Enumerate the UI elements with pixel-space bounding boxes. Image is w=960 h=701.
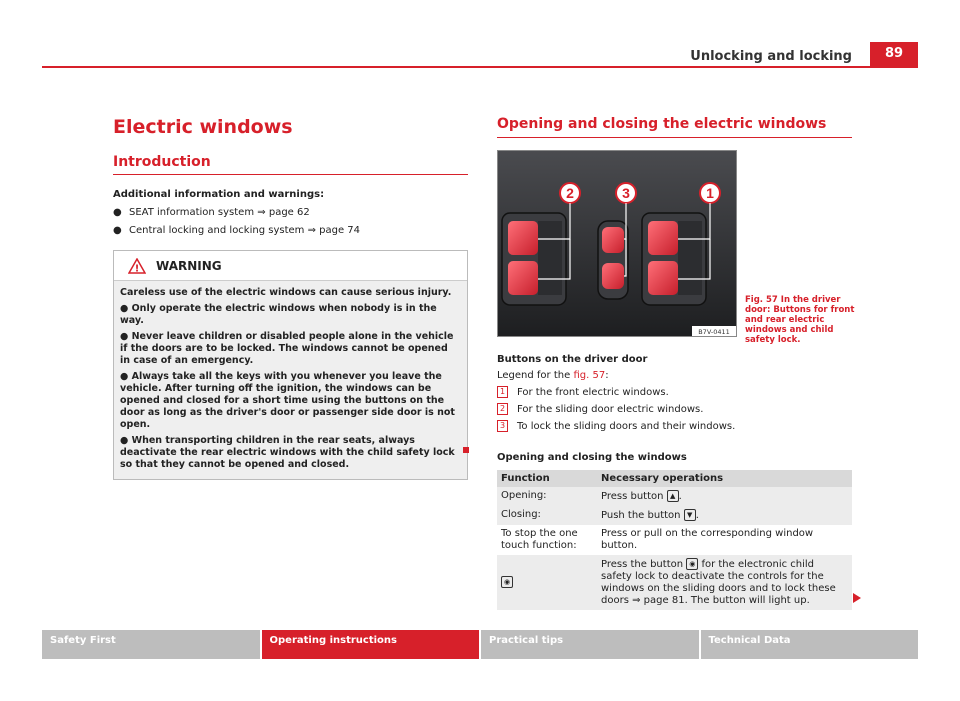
warning-item: ● Only operate the electric windows when nobody is in the way.	[120, 303, 437, 326]
page-link[interactable]: page 81	[643, 595, 685, 606]
right-section-title: Opening and closing the electric windows	[497, 116, 852, 138]
page-number: 89	[870, 42, 918, 66]
legend	[497, 354, 857, 432]
header-title: Unlocking and locking	[690, 49, 852, 64]
door-buttons-illustration	[498, 151, 737, 337]
legend-number: 2	[497, 403, 508, 415]
figure-link[interactable]: fig. 57	[573, 370, 606, 381]
table-row	[497, 506, 852, 525]
additional-info-heading: Additional information and warnings:	[113, 189, 325, 200]
table-row	[497, 525, 852, 555]
bullet-item	[113, 225, 468, 236]
figure-door-buttons	[497, 150, 737, 337]
legend-text: To lock the sliding doors and their windows.	[517, 420, 736, 432]
legend-item	[497, 420, 857, 432]
cross-ref-arrow-icon: ⇒	[632, 595, 641, 606]
table-cell: To stop the one touch function:	[501, 528, 578, 551]
warning-item: ● Never leave children or disabled people alone in the vehicle if the doors are to be locked. The windows cannot be opened in case of an emergency.	[120, 331, 454, 366]
operations-table	[497, 470, 852, 610]
bullet-dot: ●	[113, 207, 122, 218]
legend-item	[497, 403, 857, 415]
callout-2: 2	[566, 185, 574, 201]
warning-lead: Careless use of the electric windows can cause serious injury.	[120, 287, 452, 298]
callout-1: 1	[706, 185, 714, 201]
table-header-row	[497, 470, 852, 487]
legend-number: 1	[497, 386, 508, 398]
window-button-icon: ▼	[684, 509, 696, 521]
legend-item	[497, 386, 857, 398]
left-column	[113, 116, 468, 236]
bullet-text: SEAT information system	[129, 207, 255, 218]
table-row	[497, 487, 852, 506]
child-lock-button-icon: ◉	[686, 558, 698, 570]
section-title: Electric windows	[113, 116, 293, 138]
continue-arrow-icon	[853, 593, 861, 603]
bullet-dot: ●	[113, 225, 122, 236]
legend-subheading: Buttons on the driver door	[497, 354, 648, 365]
child-lock-button-icon: ◉	[501, 576, 513, 588]
warning-item: ● Always take all the keys with you whenever you leave the vehicle. After turning off the ignition, the windows can be opened and closed for a short time using the buttons on the door as long as the driver's door or passenger side door is not open.	[120, 371, 455, 430]
warning-triangle-icon	[128, 258, 146, 274]
bullet-text: Central locking and locking system	[129, 225, 305, 236]
table-cell: Opening:	[497, 487, 597, 506]
table-cell	[497, 555, 597, 610]
footer-tab-operating-instructions[interactable]: Operating instructions	[262, 630, 480, 659]
table-cell: Push the button ▼ .	[597, 506, 852, 525]
table-header: Function	[497, 470, 597, 487]
legend-text: For the front electric windows.	[517, 386, 669, 398]
warning-title: WARNING	[156, 258, 222, 273]
table-cell: Press the button ◉ for the electronic child safety lock to deactivate the controls for the windows on the sliding doors and to lock these doors ⇒ page 81. The button will light up.	[597, 555, 852, 610]
footer-nav	[42, 630, 918, 659]
callout-3: 3	[622, 185, 630, 201]
warning-body	[114, 281, 467, 479]
table-cell: Press or pull on the corresponding window button.	[601, 528, 814, 551]
cross-ref-arrow-icon: ⇒	[257, 207, 266, 218]
legend-text: For the sliding door electric windows.	[517, 403, 704, 415]
footer-tab-technical-data[interactable]: Technical Data	[701, 630, 919, 659]
operations-title: Opening and closing the windows	[497, 452, 687, 463]
bullet-item	[113, 207, 468, 218]
page-link[interactable]: page 74	[319, 225, 361, 236]
table-cell: Closing:	[497, 506, 597, 525]
window-button-icon: ▲	[667, 490, 679, 502]
table-row	[497, 555, 852, 610]
table-header: Necessary operations	[597, 470, 852, 487]
legend-number: 3	[497, 420, 508, 432]
warning-item: ● When transporting children in the rear seats, always deactivate the rear electric windows with the child safety lock so that they cannot be opened and closed.	[120, 435, 455, 470]
warning-box	[113, 250, 468, 480]
footer-tab-safety-first[interactable]: Safety First	[42, 630, 260, 659]
section-end-marker	[463, 447, 469, 453]
subsection-title: Introduction	[113, 154, 468, 175]
page-link[interactable]: page 62	[268, 207, 310, 218]
cross-ref-arrow-icon: ⇒	[307, 225, 316, 236]
header-rule	[42, 66, 918, 68]
warning-header	[114, 251, 467, 281]
footer-tab-practical-tips[interactable]: Practical tips	[481, 630, 699, 659]
table-cell: Press button ▲ .	[597, 487, 852, 506]
svg-text:!: !	[134, 263, 140, 274]
figure-code: B7V-0411	[698, 328, 730, 336]
figure-caption: Fig. 57 In the driver door: Buttons for front and rear electric windows and child safety lock.	[745, 295, 855, 345]
legend-intro: Legend for the fig. 57:	[497, 370, 609, 381]
